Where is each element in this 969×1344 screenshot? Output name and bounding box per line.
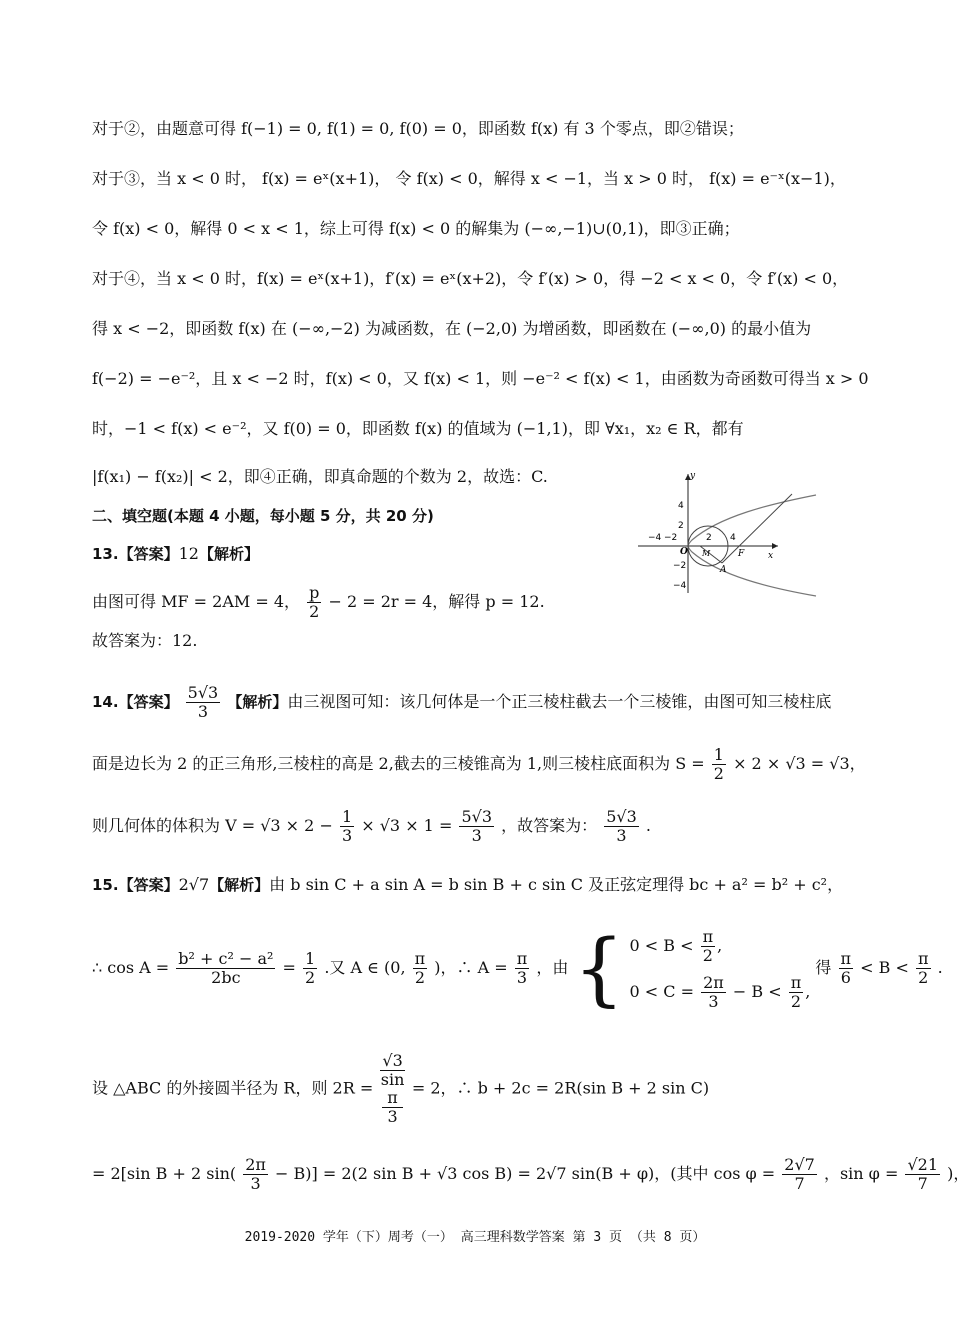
sys-row-2 [629,969,810,1015]
tick-y-2: 2 [678,521,684,531]
tick-y-neg4: −4 [673,581,687,591]
q15-t-m: ，sin φ = [823,1164,899,1183]
sys-2pi-third [701,974,726,1011]
frac-num: π [840,949,852,968]
q15-line-3 [92,1051,710,1126]
frac-den: 2 [713,764,724,783]
frac-num: 2π [245,1155,266,1174]
frac-den: 2 [702,945,713,965]
sin-label: sin [380,1070,405,1089]
q15-answer: 2√7 [178,875,210,894]
point-a: A [720,565,727,575]
sys-row-1 [629,923,810,969]
frac-num: 5√3 [187,683,219,702]
frac-den: 2 [790,991,802,1011]
frac-num: 2√7 [784,1155,815,1174]
frac-num: π [917,949,929,968]
sys-pi-half [701,928,716,965]
q15-label: 15.【答案】 [92,876,179,894]
frac-num: π [516,949,528,968]
q15-t-f: 得 [815,958,832,977]
q15-t-h: . [937,958,943,977]
q15-header [92,874,843,896]
q15-line-2 [92,922,943,1014]
solution-line-4c: f(−2) = −e⁻²，且 x < −2 时，f(x) < 0，又 f(x) < 1，则 −e⁻² < f(x) < 1，由函数为奇函数可得当 x > 0 [92,369,869,388]
q15-sinphi [905,1156,940,1193]
point-o: O [680,547,688,557]
q15-t-d: )，∴ A = [434,958,508,977]
q15-cos-fraction [176,950,275,987]
frac-den: 3 [387,1107,398,1126]
q15-line-4 [92,1146,969,1202]
q14-header [92,684,831,721]
frac-num: 1 [341,807,353,826]
frac-den: 2 [918,968,929,987]
q13-text-a: 由图可得 MF = 2AM = 4， [92,592,301,611]
q13-text-b: − 2 = 2r = 4，解得 p = 12. [328,592,545,611]
q15-t-c: .又 A ∈ (0, [324,958,406,977]
frac-num: 1 [713,745,724,764]
tick-y-neg2: −2 [673,561,687,571]
q13-fraction [307,584,321,621]
q15-cosphi [782,1156,817,1193]
sin-pi-third [382,1089,402,1126]
section-heading: 二、填空题(本题 4 小题，每小题 5 分，共 20 分) [92,507,434,525]
q13-line-1 [92,584,545,621]
solution-line-4d: 时，−1 < f(x) < e⁻²，又 f(0) = 0，即函数 f(x) 的值域为 (−1,1)，即 ∀x₁，x₂ ∈ R，都有 [92,419,744,438]
frac-den: 3 [616,826,627,845]
tick-x-neg2: −2 [664,533,678,543]
solution-line-2: 对于②，由题意可得 f(−1) = 0, f(1) = 0, f(0) = 0，即函数 f(x) 有 3 个零点，即②错误； [92,119,744,138]
frac-den: 7 [917,1174,928,1193]
q15-t-n: )， [947,1164,969,1183]
q14-final [604,808,639,845]
frac-den: 2bc [211,968,241,987]
q14-line-3 [92,808,651,845]
q15-text: 由 b sin C + a sin A = b sin B + c sin C 及正弦定理得 bc + a² = b² + c²， [269,875,844,894]
sys-2a: 0 < C = [629,981,694,1001]
frac-num: 1 [305,949,316,968]
frac-den: 3 [250,1174,261,1193]
q15-pi-half [413,950,428,987]
q15-pi-third [515,950,530,987]
frac-num: π [702,926,714,946]
frac-den: 6 [840,968,851,987]
frac-num: 5√3 [461,807,493,826]
q14-text: 由三视图可知：该几何体是一个正三棱柱截去一个三棱锥，由图可知三棱柱底 [287,692,832,711]
sys-pi-half-2 [789,974,804,1011]
q15-t-e: ，由 [536,958,569,977]
frac-den: 7 [794,1174,805,1193]
frac-den: 3 [708,991,719,1011]
frac-den: 3 [471,826,482,845]
solution-line-4e: |f(x₁) − f(x₂)| < 2，即④正确，即真命题的个数为 2，故选：C. [92,467,548,486]
q14-text-e: ，故答案为： [501,816,598,835]
q13-tag: 【解析】 [198,545,259,563]
sys-1b: , [717,935,723,955]
sys-1a: 0 < B < [629,935,694,955]
inequality-system [629,923,810,1015]
frac-den: 3 [341,826,353,845]
q15-t-a: ∴ cos A = [92,958,170,977]
q14-line-2 [92,746,866,783]
q15-pi-sixth [839,950,854,987]
q14-result [459,808,494,845]
point-m: M [702,549,711,558]
q15-half [303,950,317,987]
parabola-figure [630,468,820,598]
q15-t-j: = 2，∴ b + 2c = 2R(sin B + 2 sin C) [411,1078,710,1098]
q14-answer [186,684,221,721]
x-label: x [768,551,774,561]
y-label: y [690,471,696,481]
q15-2r-fraction [380,1052,404,1126]
sys-2c: , [805,981,811,1001]
q15-tag: 【解析】 [209,876,270,894]
q13-line-2: 故答案为：12. [92,631,198,650]
frac-den: 3 [197,702,209,721]
frac-num: π [790,972,802,992]
tick-y-4: 4 [678,501,684,511]
frac-num: π [414,949,426,968]
q14-third [340,808,354,845]
page-footer: 2019-2020 学年（下）周考（一） 高三理科数学答案 第 3 页 （共 8 页） [244,1230,706,1245]
solution-line-4b: 得 x < −2，即函数 f(x) 在 (−∞,−2) 为减函数，在 (−2,0) 为增函数，即函数在 (−∞,0) 的最小值为 [92,319,812,338]
q14-text-f: . [645,816,651,835]
q15-pi-half-3 [916,950,931,987]
tick-x-4: 4 [730,533,736,543]
frac-num: √21 [907,1155,939,1174]
solution-line-3b: 令 f(x) < 0，解得 0 < x < 1，综上可得 f(x) < 0 的解集为 (−∞,−1)∪(0,1)，即③正确； [92,219,740,238]
q13-header [92,543,259,565]
frac-den: 2 [414,968,426,987]
q15-t-i: 设 △ABC 的外接圆半径为 R，则 2R = [92,1078,374,1098]
frac-num: p [309,583,320,602]
frac-num: b² + c² − a² [178,949,274,968]
q14-text-b: × 2 × √3 = √3， [733,754,866,773]
q13-answer: 12 [178,544,199,563]
q15-t-g: < B < [860,958,909,977]
q14-text-d: × √3 × 1 = [361,816,453,835]
q13-label: 13.【答案】 [92,545,179,563]
q14-label: 14.【答案】 [92,693,179,711]
q14-tag: 【解析】 [227,693,288,711]
point-f: F [738,549,745,559]
q15-t-l: − B)] = 2(2 sin B + √3 cos B) = 2√7 sin(B + φ)，(其中 cos φ = [275,1164,776,1183]
q15-t-b: = [282,958,296,977]
solution-line-3a: 对于③，当 x < 0 时， f(x) = eˣ(x+1)， 令 f(x) < 0，解得 x < −1，当 x > 0 时， f(x) = e⁻ˣ(x−1)， [92,169,846,188]
sys-2b: − B < [732,981,782,1001]
x-axis-arrow [772,543,778,549]
q14-half [712,746,726,783]
solution-line-4a: 对于④，当 x < 0 时，f(x) = eˣ(x+1)，f′(x) = eˣ(x+2)，令 f′(x) > 0，得 −2 < x < 0，令 f′(x) < 0， [92,269,849,288]
frac-den [380,1071,404,1126]
frac-num: 5√3 [606,807,637,826]
tick-x-neg4: −4 [648,533,662,543]
frac-den: 2 [305,968,316,987]
q15-t-k: = 2[sin B + 2 sin( [92,1164,237,1183]
frac-num: π [382,1089,402,1108]
frac-den: 3 [516,968,528,987]
q14-text-a: 面是边长为 2 的正三角形,三棱柱的高是 2,截去的三棱锥高为 1,则三棱柱底面积为 S = [92,754,705,773]
frac-num: 2π [703,972,724,992]
left-brace: { [573,921,625,1015]
tick-x-2: 2 [706,533,712,543]
frac-num: √3 [382,1051,403,1070]
q14-text-c: 则几何体的体积为 V = √3 × 2 − [92,816,333,835]
frac-den: 2 [309,602,320,621]
q15-2pi-third [243,1156,268,1193]
line-af [722,494,792,563]
